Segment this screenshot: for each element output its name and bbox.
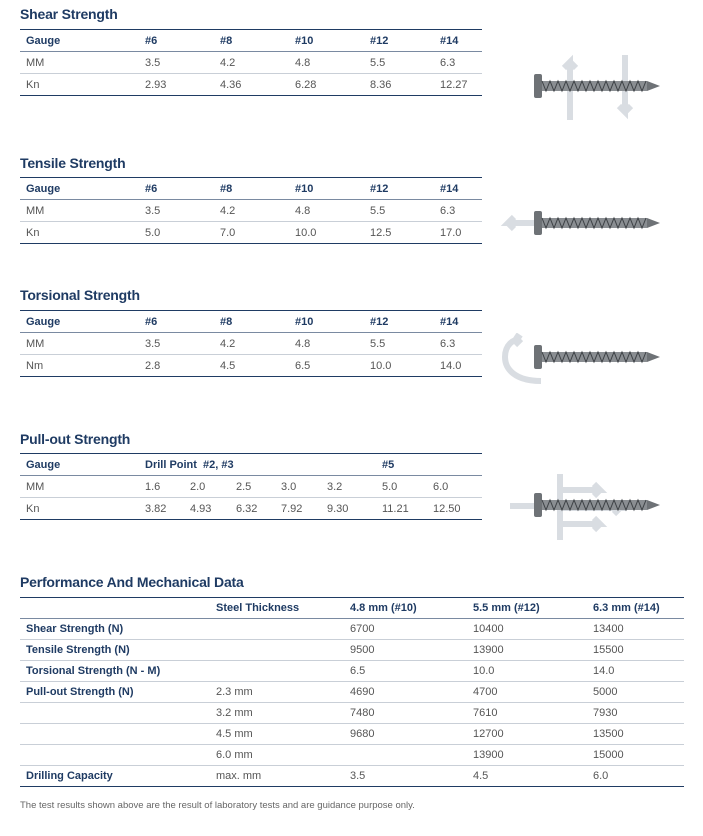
table-cell: 15000 bbox=[587, 745, 684, 766]
torsional-strength-title: Torsional Strength bbox=[20, 287, 140, 303]
header-cell: #6 bbox=[139, 311, 214, 333]
header-cell: #6 bbox=[139, 178, 214, 200]
header-cell: #10 bbox=[289, 30, 364, 52]
table-cell: 6.3 bbox=[434, 52, 482, 74]
table-cell: 15500 bbox=[587, 640, 684, 661]
table-cell: 13900 bbox=[467, 640, 587, 661]
header-cell: #12 bbox=[364, 311, 434, 333]
table-cell: 9.30 bbox=[321, 498, 376, 520]
table-cell: 4.5 bbox=[467, 766, 587, 787]
table-cell: 9500 bbox=[344, 640, 467, 661]
row-label: Shear Strength (N) bbox=[20, 619, 210, 640]
table-cell: 4700 bbox=[467, 682, 587, 703]
row-label: Drilling Capacity bbox=[20, 766, 210, 787]
table-cell: 5.5 bbox=[364, 333, 434, 355]
table-cell: 10400 bbox=[467, 619, 587, 640]
performance-title: Performance And Mechanical Data bbox=[20, 574, 244, 590]
header-cell: Gauge bbox=[20, 178, 139, 200]
tensile-strength-title: Tensile Strength bbox=[20, 155, 126, 171]
table-row bbox=[20, 682, 684, 703]
table-cell: 5.0 bbox=[139, 222, 214, 244]
table-cell: 5.5 bbox=[364, 200, 434, 222]
table-cell: MM bbox=[20, 52, 139, 74]
header-cell: #14 bbox=[434, 178, 482, 200]
table-cell bbox=[210, 640, 344, 661]
table-cell: 10.0 bbox=[467, 661, 587, 682]
tensile-strength-table bbox=[20, 177, 482, 244]
table-cell: 14.0 bbox=[434, 355, 482, 377]
table-cell: 4.2 bbox=[214, 52, 289, 74]
table-cell: Kn bbox=[20, 498, 139, 520]
table-row bbox=[20, 52, 482, 74]
table-header-row bbox=[20, 598, 684, 619]
table-cell: 2.8 bbox=[139, 355, 214, 377]
table-cell: 1.6 bbox=[139, 476, 184, 498]
header-cell: 4.8 mm (#10) bbox=[344, 598, 467, 619]
header-cell: #12 bbox=[364, 30, 434, 52]
header-cell: 5.5 mm (#12) bbox=[467, 598, 587, 619]
table-cell: 6.28 bbox=[289, 74, 364, 96]
row-label: Pull-out Strength (N) bbox=[20, 682, 210, 703]
header-cell: Gauge bbox=[20, 454, 139, 476]
row-label bbox=[20, 724, 210, 745]
table-cell: 10.0 bbox=[364, 355, 434, 377]
header-cell bbox=[427, 454, 482, 476]
table-row bbox=[20, 476, 482, 498]
table-cell: 4.8 bbox=[289, 200, 364, 222]
table-cell: Kn bbox=[20, 222, 139, 244]
shear-strength-table bbox=[20, 29, 482, 96]
table-cell: 2.93 bbox=[139, 74, 214, 96]
table-cell: 4.5 mm bbox=[210, 724, 344, 745]
screw-shear-arrows-icon bbox=[520, 50, 670, 122]
table-cell: 4.5 bbox=[214, 355, 289, 377]
table-cell: 7.0 bbox=[214, 222, 289, 244]
table-cell: 3.0 bbox=[275, 476, 321, 498]
table-cell: Nm bbox=[20, 355, 139, 377]
table-cell: 3.5 bbox=[139, 200, 214, 222]
table-cell: 7610 bbox=[467, 703, 587, 724]
header-cell: #14 bbox=[434, 30, 482, 52]
table-cell: MM bbox=[20, 476, 139, 498]
table-row bbox=[20, 222, 482, 244]
table-cell: 6.0 bbox=[427, 476, 482, 498]
table-cell: 8.36 bbox=[364, 74, 434, 96]
row-label: Torsional Strength (N - M) bbox=[20, 661, 210, 682]
table-cell: 2.0 bbox=[184, 476, 230, 498]
table-row bbox=[20, 498, 482, 520]
pullout-strength-title: Pull-out Strength bbox=[20, 431, 131, 447]
header-cell: #12 bbox=[364, 178, 434, 200]
header-cell: #5 bbox=[376, 454, 427, 476]
header-cell: Drill Point #2, #3 bbox=[139, 454, 376, 476]
table-cell: 10.0 bbox=[289, 222, 364, 244]
header-cell: #8 bbox=[214, 178, 289, 200]
header-cell: #8 bbox=[214, 30, 289, 52]
table-row bbox=[20, 74, 482, 96]
table-cell: 6.0 bbox=[587, 766, 684, 787]
table-cell: 17.0 bbox=[434, 222, 482, 244]
table-cell: 3.82 bbox=[139, 498, 184, 520]
header-cell: Gauge bbox=[20, 30, 139, 52]
table-cell: 6.32 bbox=[230, 498, 275, 520]
table-header-row bbox=[20, 454, 482, 476]
row-label: Tensile Strength (N) bbox=[20, 640, 210, 661]
table-cell: 4.8 bbox=[289, 52, 364, 74]
table-cell: 5.5 bbox=[364, 52, 434, 74]
screw-tensile-arrow-icon bbox=[500, 205, 670, 241]
table-cell: max. mm bbox=[210, 766, 344, 787]
table-row bbox=[20, 640, 684, 661]
header-cell: 6.3 mm (#14) bbox=[587, 598, 684, 619]
table-cell: MM bbox=[20, 200, 139, 222]
table-cell: 12700 bbox=[467, 724, 587, 745]
table-cell: 4.8 bbox=[289, 333, 364, 355]
table-row bbox=[20, 355, 482, 377]
table-cell bbox=[210, 661, 344, 682]
header-cell: #6 bbox=[139, 30, 214, 52]
table-cell: 9680 bbox=[344, 724, 467, 745]
table-header-row bbox=[20, 178, 482, 200]
table-row bbox=[20, 703, 684, 724]
table-row bbox=[20, 333, 482, 355]
table-cell: 11.21 bbox=[376, 498, 427, 520]
screw-pullout-arrows-icon bbox=[500, 466, 675, 546]
table-row bbox=[20, 661, 684, 682]
table-cell: 13900 bbox=[467, 745, 587, 766]
table-header-row bbox=[20, 30, 482, 52]
table-cell: MM bbox=[20, 333, 139, 355]
performance-table bbox=[20, 597, 684, 787]
footnote: The test results shown above are the result of laboratory tests and are guidance purpose only. bbox=[20, 800, 415, 811]
table-cell: 4.2 bbox=[214, 200, 289, 222]
table-cell: 7.92 bbox=[275, 498, 321, 520]
pullout-strength-table bbox=[20, 453, 482, 520]
table-cell: 4.93 bbox=[184, 498, 230, 520]
table-cell: 6.3 bbox=[434, 200, 482, 222]
shear-strength-title: Shear Strength bbox=[20, 6, 118, 22]
table-row bbox=[20, 745, 684, 766]
table-cell: 3.5 bbox=[139, 333, 214, 355]
table-cell: 5000 bbox=[587, 682, 684, 703]
table-cell: 4690 bbox=[344, 682, 467, 703]
table-row bbox=[20, 766, 684, 787]
table-cell: 13500 bbox=[587, 724, 684, 745]
table-cell: 13400 bbox=[587, 619, 684, 640]
table-cell: 2.5 bbox=[230, 476, 275, 498]
table-header-row bbox=[20, 311, 482, 333]
table-cell: 2.3 mm bbox=[210, 682, 344, 703]
table-cell bbox=[344, 745, 467, 766]
table-cell: 12.27 bbox=[434, 74, 482, 96]
table-row bbox=[20, 724, 684, 745]
table-cell bbox=[210, 619, 344, 640]
header-cell: #14 bbox=[434, 311, 482, 333]
header-cell: Steel Thickness bbox=[210, 598, 344, 619]
header-cell bbox=[20, 598, 210, 619]
table-cell: 6.0 mm bbox=[210, 745, 344, 766]
table-cell: 3.2 mm bbox=[210, 703, 344, 724]
table-cell: 12.50 bbox=[427, 498, 482, 520]
table-cell: 6.5 bbox=[289, 355, 364, 377]
row-label bbox=[20, 745, 210, 766]
table-cell: 3.5 bbox=[139, 52, 214, 74]
header-cell: #10 bbox=[289, 311, 364, 333]
table-cell: 12.5 bbox=[364, 222, 434, 244]
table-cell: 7930 bbox=[587, 703, 684, 724]
table-cell: 6.3 bbox=[434, 333, 482, 355]
table-row bbox=[20, 200, 482, 222]
table-row bbox=[20, 619, 684, 640]
table-cell: 7480 bbox=[344, 703, 467, 724]
header-cell: Gauge bbox=[20, 311, 139, 333]
table-cell: 6.5 bbox=[344, 661, 467, 682]
screw-torsion-arrow-icon bbox=[495, 333, 670, 385]
table-cell: 4.2 bbox=[214, 333, 289, 355]
header-cell: #10 bbox=[289, 178, 364, 200]
torsional-strength-table bbox=[20, 310, 482, 377]
table-cell: 3.5 bbox=[344, 766, 467, 787]
row-label bbox=[20, 703, 210, 724]
table-cell: 3.2 bbox=[321, 476, 376, 498]
table-cell: 14.0 bbox=[587, 661, 684, 682]
table-cell: 5.0 bbox=[376, 476, 427, 498]
table-cell: 4.36 bbox=[214, 74, 289, 96]
table-cell: Kn bbox=[20, 74, 139, 96]
header-cell: #8 bbox=[214, 311, 289, 333]
table-cell: 6700 bbox=[344, 619, 467, 640]
